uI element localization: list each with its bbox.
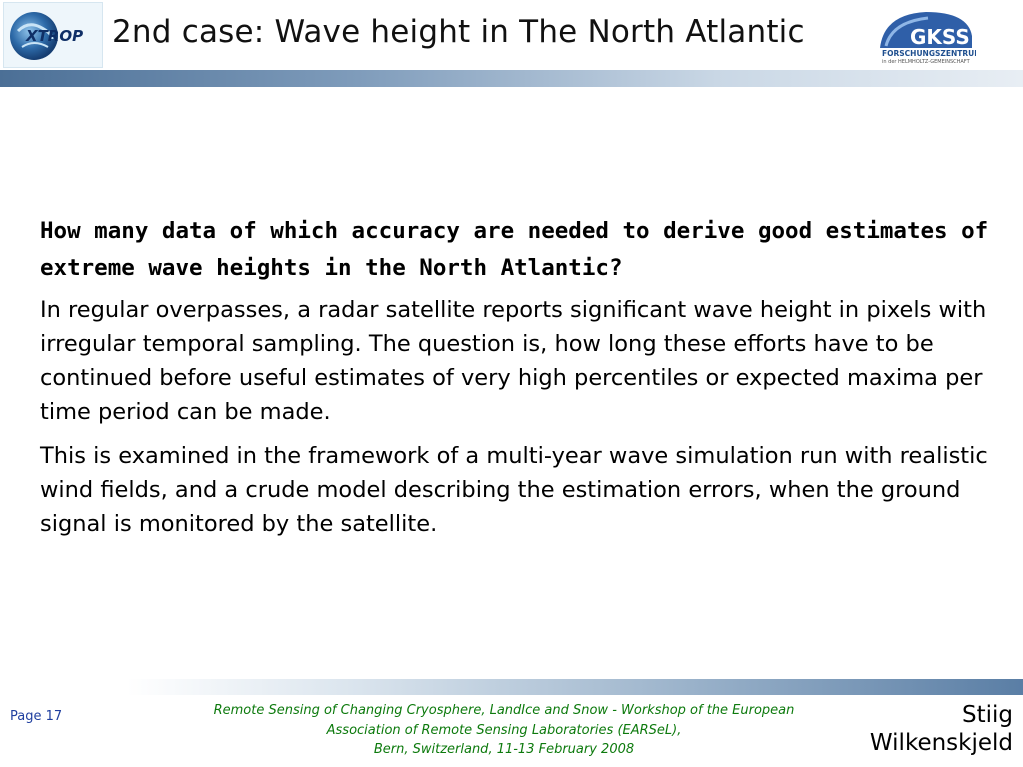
page-title: 2nd case: Wave height in The North Atlantic [112,14,805,50]
body-paragraph-2: This is examined in the framework of a multi-year wave simulation run with realistic wind fields, and a crude model describing the estimation errors, when the ground signal is monitored by the satellite. [40,443,988,537]
key-question: How many data of which accuracy are needed to derive good estimates of extreme wave heights in the North Atlantic? [40,218,989,281]
footer-citation-line-1: Remote Sensing of Changing Cryosphere, LandIce and Snow - Workshop of the European [213,703,795,718]
slide-body [40,213,990,551]
xtrop-logo-text: XTROP [26,27,84,45]
gkss-logo [876,8,976,66]
author-first-name: Stiig [962,702,1013,728]
gkss-logo-subtitle-2: in der HELMHOLTZ-GEMEINSCHAFT [882,59,970,65]
xtrop-logo [3,2,103,68]
author-name [870,701,1013,757]
slide-header [0,0,1023,88]
gkss-logo-subtitle: FORSCHUNGSZENTRUM [882,49,976,58]
body-paragraph-1: In regular overpasses, a radar satellite reports significant wave height in pixels with irregular temporal sampling. The question is, how long these efforts have to be continued before useful estimates of very high percentiles or expected maxima per time period can be made. [40,297,987,425]
gkss-logo-text: GKSS [910,25,970,49]
author-last-name: Wilkenskjeld [869,730,1013,756]
footer-citation [176,701,832,760]
page-number: Page 17 [10,709,63,724]
footer-citation-line-2: Association of Remote Sensing Laboratories (EARSeL), [326,722,682,738]
footer-citation-line-3: Bern, Switzerland, 11-13 February 2008 [373,742,635,757]
footer-divider-bar [127,679,1023,695]
header-divider-bar [0,70,1023,87]
